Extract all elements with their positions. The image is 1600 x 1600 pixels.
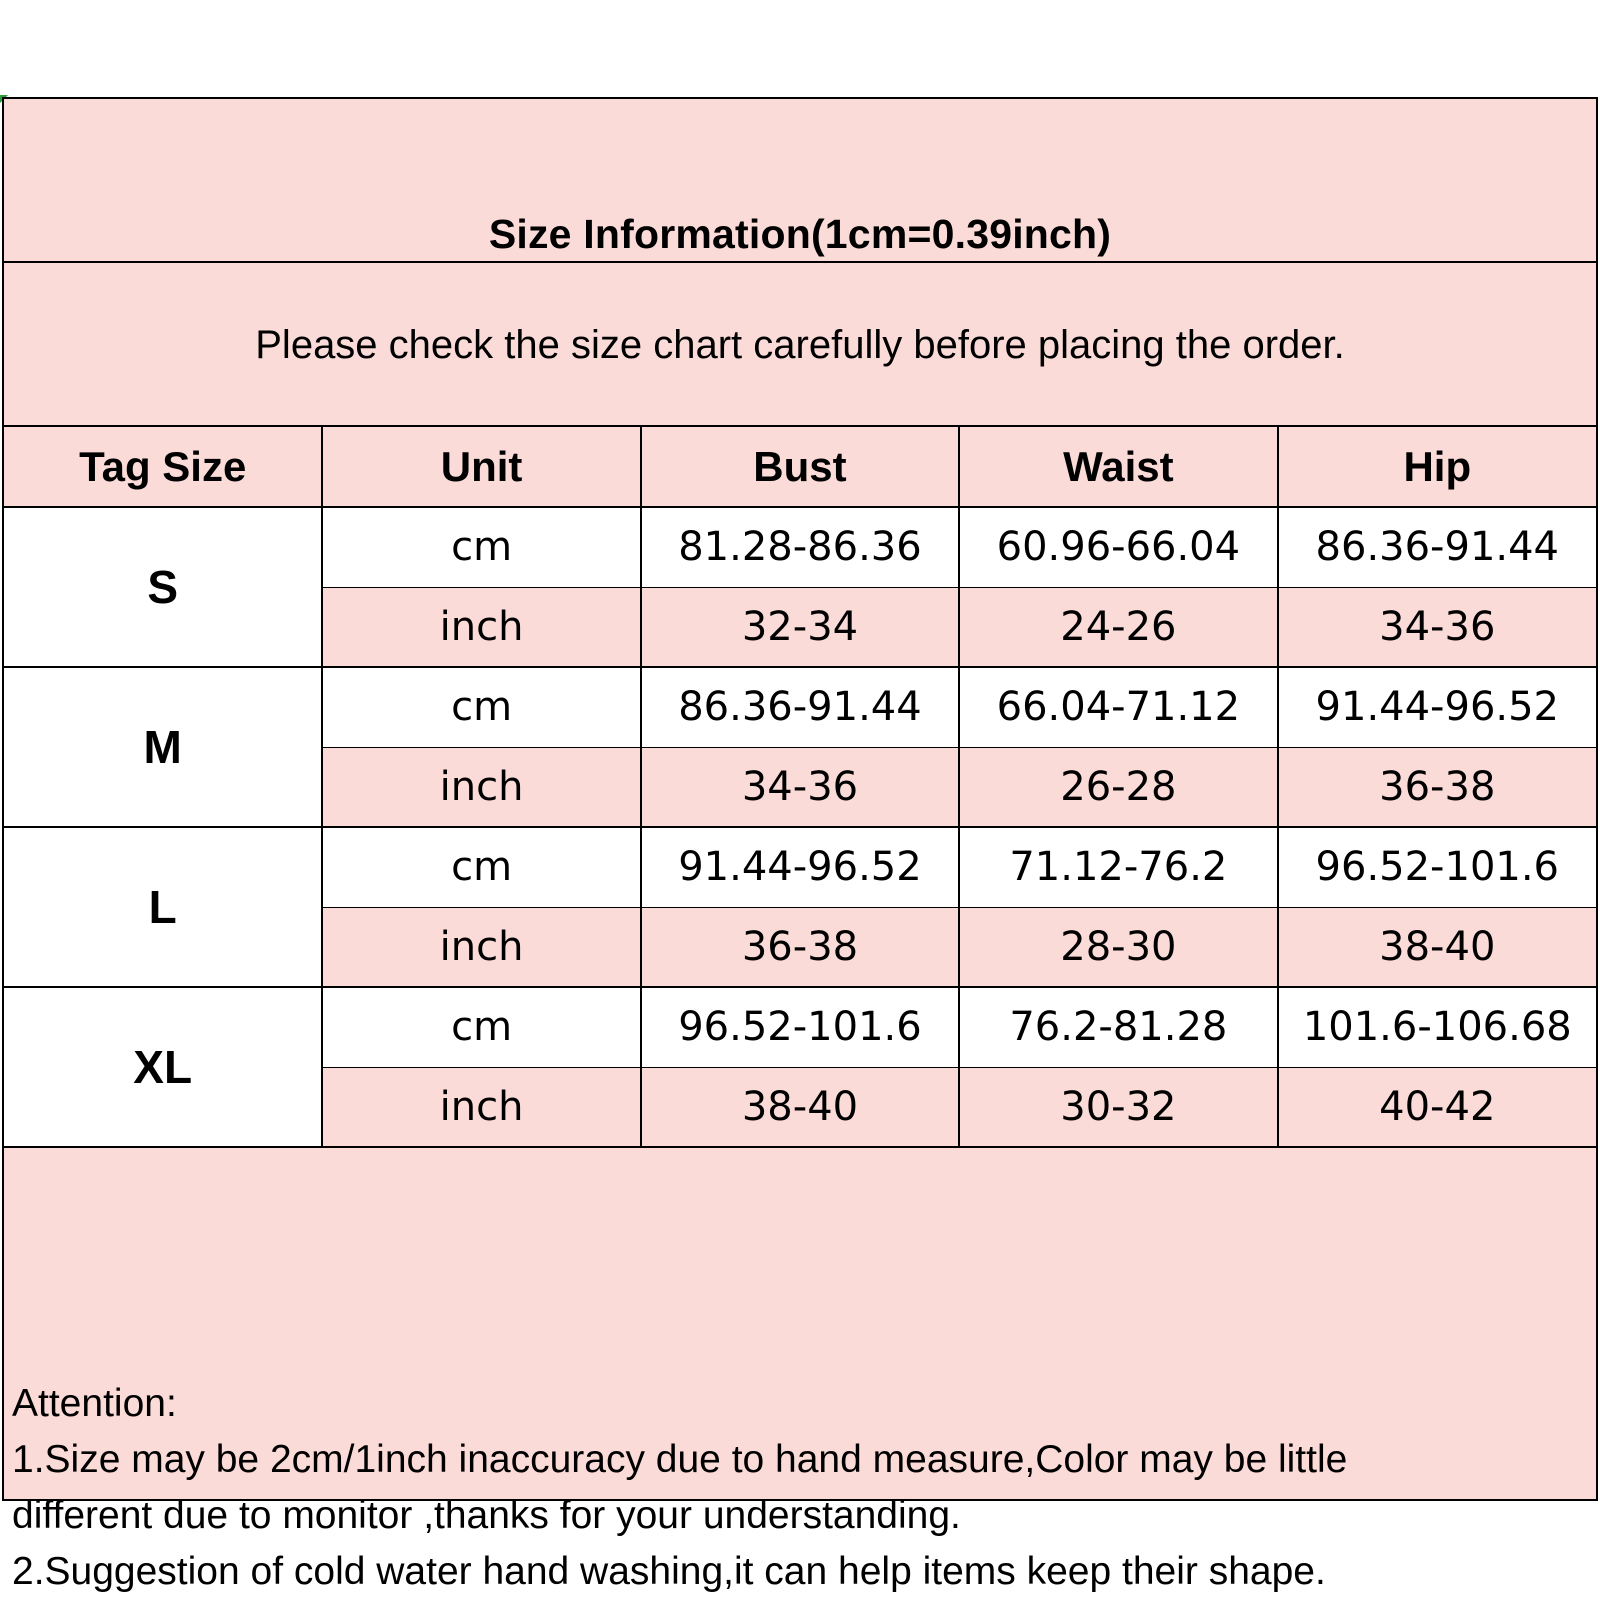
unit-cell: cm [322,987,640,1067]
bust-cell: 36-38 [641,907,959,987]
bust-cell: 34-36 [641,747,959,827]
bust-cell: 38-40 [641,1067,959,1147]
unit-cell: inch [322,747,640,827]
tag-size-cell: XL [4,987,322,1147]
waist-cell: 71.12-76.2 [959,827,1277,907]
tag-size-cell: M [4,667,322,827]
title-row [4,99,1596,263]
bust-cell: 86.36-91.44 [641,667,959,747]
header-tag-size: Tag Size [4,427,322,507]
bust-cell: 96.52-101.6 [641,987,959,1067]
waist-cell: 76.2-81.28 [959,987,1277,1067]
notes-line: different due to monitor ,thanks for your understanding. [12,1494,961,1537]
size-chart-sheet [2,97,1598,1593]
hip-cell: 96.52-101.6 [1278,827,1596,907]
unit-cell: inch [322,907,640,987]
attention-notes [4,1267,1596,1593]
header-hip: Hip [1278,427,1596,507]
notes-line: 1.Size may be 2cm/1inch inaccuracy due to hand measure,Color may be little [12,1438,1348,1481]
size-table [4,427,1596,1148]
notes-line: 2.Suggestion of cold water hand washing,it can help items keep their shape. [12,1550,1326,1593]
hip-cell: 38-40 [1278,907,1596,987]
table-row [4,667,1596,747]
subtitle-row [4,263,1596,427]
bust-cell: 81.28-86.36 [641,507,959,587]
hip-cell: 91.44-96.52 [1278,667,1596,747]
waist-cell: 30-32 [959,1067,1277,1147]
waist-cell: 24-26 [959,587,1277,667]
subtitle: Please check the size chart carefully before placing the order. [255,323,1345,367]
waist-cell: 60.96-66.04 [959,507,1277,587]
tag-size-cell: L [4,827,322,987]
unit-cell: cm [322,507,640,587]
unit-cell: cm [322,827,640,907]
bust-cell: 32-34 [641,587,959,667]
notes-heading: Attention: [12,1382,177,1425]
page-title: Size Information(1cm=0.39inch) [488,211,1112,257]
table-row [4,827,1596,907]
tag-size-cell: S [4,507,322,667]
table-header-row [4,427,1596,507]
unit-cell: inch [322,1067,640,1147]
header-unit: Unit [322,427,640,507]
unit-cell: inch [322,587,640,667]
waist-cell: 66.04-71.12 [959,667,1277,747]
header-bust: Bust [641,427,959,507]
hip-cell: 34-36 [1278,587,1596,667]
table-row [4,987,1596,1067]
header-waist: Waist [959,427,1277,507]
unit-cell: cm [322,667,640,747]
table-row [4,507,1596,587]
waist-cell: 28-30 [959,907,1277,987]
hip-cell: 40-42 [1278,1067,1596,1147]
hip-cell: 36-38 [1278,747,1596,827]
hip-cell: 101.6-106.68 [1278,987,1596,1067]
waist-cell: 26-28 [959,747,1277,827]
bust-cell: 91.44-96.52 [641,827,959,907]
hip-cell: 86.36-91.44 [1278,507,1596,587]
